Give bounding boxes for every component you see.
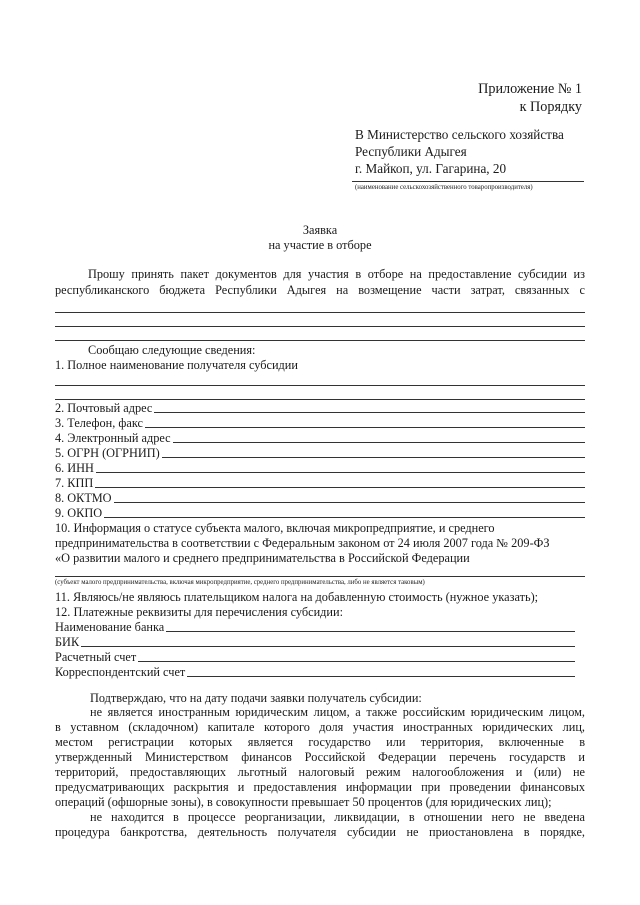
confirm-p1-line-3: местом регистрации которых является государство или территория, включенные в: [55, 735, 585, 749]
field-email-label: 4. Электронный адрес: [55, 431, 171, 445]
appendix-order: к Порядку: [519, 99, 582, 115]
vat-statement: 11. Являюсь/не являюсь плательщиком налога на добавленную стоимость (нужное указать);: [55, 590, 539, 604]
request-fill-line-3[interactable]: [55, 340, 585, 341]
appendix-number: Приложение № 1: [478, 81, 582, 97]
field-postal[interactable]: [55, 401, 585, 416]
applicant-name-line[interactable]: [352, 181, 584, 182]
request-fill-line-1[interactable]: [55, 312, 585, 313]
recipient-line-1: В Министерство сельского хозяйства: [355, 127, 564, 142]
field-bik-label: БИК: [55, 635, 80, 649]
field-account-label: Расчетный счет: [55, 650, 137, 664]
field-oktmo[interactable]: [55, 491, 585, 506]
confirm-intro: Подтверждаю, что на дату подачи заявки получатель субсидии:: [90, 691, 422, 705]
confirm-p1-line-5: территорий, предоставляющих льготный налоговый режим налогообложения и (или) не: [55, 765, 585, 779]
field-okpo-line[interactable]: [104, 507, 585, 518]
confirm-p1-line-2: в уставном (складочном) капитале которого доля участия иностранных юридических лиц,: [55, 720, 585, 734]
field-bank-name-label: Наименование банка: [55, 620, 165, 634]
sme-line-1: 10. Информация о статусе субъекта малого, включая микропредприятие, и среднего: [55, 521, 495, 535]
applicant-name-caption: (наименование сельскохозяйственного товаропроизводителя): [355, 184, 533, 191]
sme-status-caption: (субъект малого предпринимательства, включая микропредприятие, среднего предпринимательства, либо не является таковым): [55, 579, 425, 586]
sme-line-3: «О развитии малого и среднего предпринимательства в Российской Федерации: [55, 551, 470, 565]
field-okpo-label: 9. ОКПО: [55, 506, 103, 520]
field-full-name-label: 1. Полное наименование получателя субсидии: [55, 358, 298, 372]
field-phone-line[interactable]: [145, 417, 585, 428]
field-email[interactable]: [55, 431, 585, 446]
request-fill-line-2[interactable]: [55, 326, 585, 327]
field-inn-line[interactable]: [96, 462, 585, 473]
field-okpo[interactable]: [55, 506, 585, 521]
field-postal-line[interactable]: [154, 402, 585, 413]
field-bank-name[interactable]: [55, 620, 575, 635]
field-kpp[interactable]: [55, 476, 585, 491]
field-email-line[interactable]: [173, 432, 585, 443]
field-corr-account-line[interactable]: [187, 666, 575, 677]
field-oktmo-line[interactable]: [114, 492, 585, 503]
field-bik-line[interactable]: [81, 636, 575, 647]
field-phone-label: 3. Телефон, факс: [55, 416, 143, 430]
info-intro: Сообщаю следующие сведения:: [88, 343, 256, 357]
field-bik[interactable]: [55, 635, 575, 650]
field-kpp-label: 7. КПП: [55, 476, 94, 490]
field-kpp-line[interactable]: [95, 477, 585, 488]
confirm-p1-line-1: не является иностранным юридическим лицом, а также российским юридическим лицом,: [90, 705, 585, 719]
field-corr-account[interactable]: [55, 665, 575, 680]
request-line-2: республиканского бюджета Республики Адыгея на возмещение части затрат, связанных с: [55, 283, 585, 297]
confirm-p1-line-6: предусматривающих раскрытия и предоставления информации при проведении финансовых: [55, 780, 585, 794]
field-ogrn-line[interactable]: [162, 447, 585, 458]
field-postal-label: 2. Почтовый адрес: [55, 401, 153, 415]
request-line-1: Прошу принять пакет документов для участия в отборе на предоставление субсидии из: [88, 267, 585, 281]
field-account[interactable]: [55, 650, 575, 665]
field-ogrn-label: 5. ОГРН (ОГРНИП): [55, 446, 160, 460]
confirm-p1-line-4: утвержденный Министерством финансов Российской Федерации перечень государств и: [55, 750, 585, 764]
field-full-name-line-1[interactable]: [55, 385, 585, 386]
field-inn-label: 6. ИНН: [55, 461, 94, 475]
field-inn[interactable]: [55, 461, 585, 476]
field-ogrn[interactable]: [55, 446, 585, 461]
field-full-name-line-2[interactable]: [55, 399, 585, 400]
confirm-p2-line-2: процедура банкротства, деятельность получателя субсидии не приостановлена в порядке,: [55, 825, 585, 839]
field-phone[interactable]: [55, 416, 585, 431]
field-account-line[interactable]: [138, 651, 575, 662]
sme-line-2: предпринимательства в соответствии с Федеральным законом от 24 июля 2007 года № 209-ФЗ: [55, 536, 550, 550]
field-bank-name-line[interactable]: [166, 621, 575, 632]
sme-status-line[interactable]: [55, 576, 585, 577]
form-title: Заявка: [302, 223, 338, 237]
recipient-line-2: Республики Адыгея: [355, 144, 467, 159]
bank-heading: 12. Платежные реквизиты для перечисления субсидии:: [55, 605, 344, 619]
confirm-p2-line-1: не находится в процессе реорганизации, ликвидации, в отношении него не введена: [90, 810, 585, 824]
recipient-line-3: г. Майкоп, ул. Гагарина, 20: [355, 161, 507, 176]
field-corr-account-label: Корреспондентский счет: [55, 665, 186, 679]
field-oktmo-label: 8. ОКТМО: [55, 491, 112, 505]
form-subtitle: на участие в отборе: [268, 238, 372, 252]
confirm-p1-line-7: операций (офшорные зоны), в совокупности превышает 50 процентов (для юридических лиц);: [55, 795, 552, 809]
